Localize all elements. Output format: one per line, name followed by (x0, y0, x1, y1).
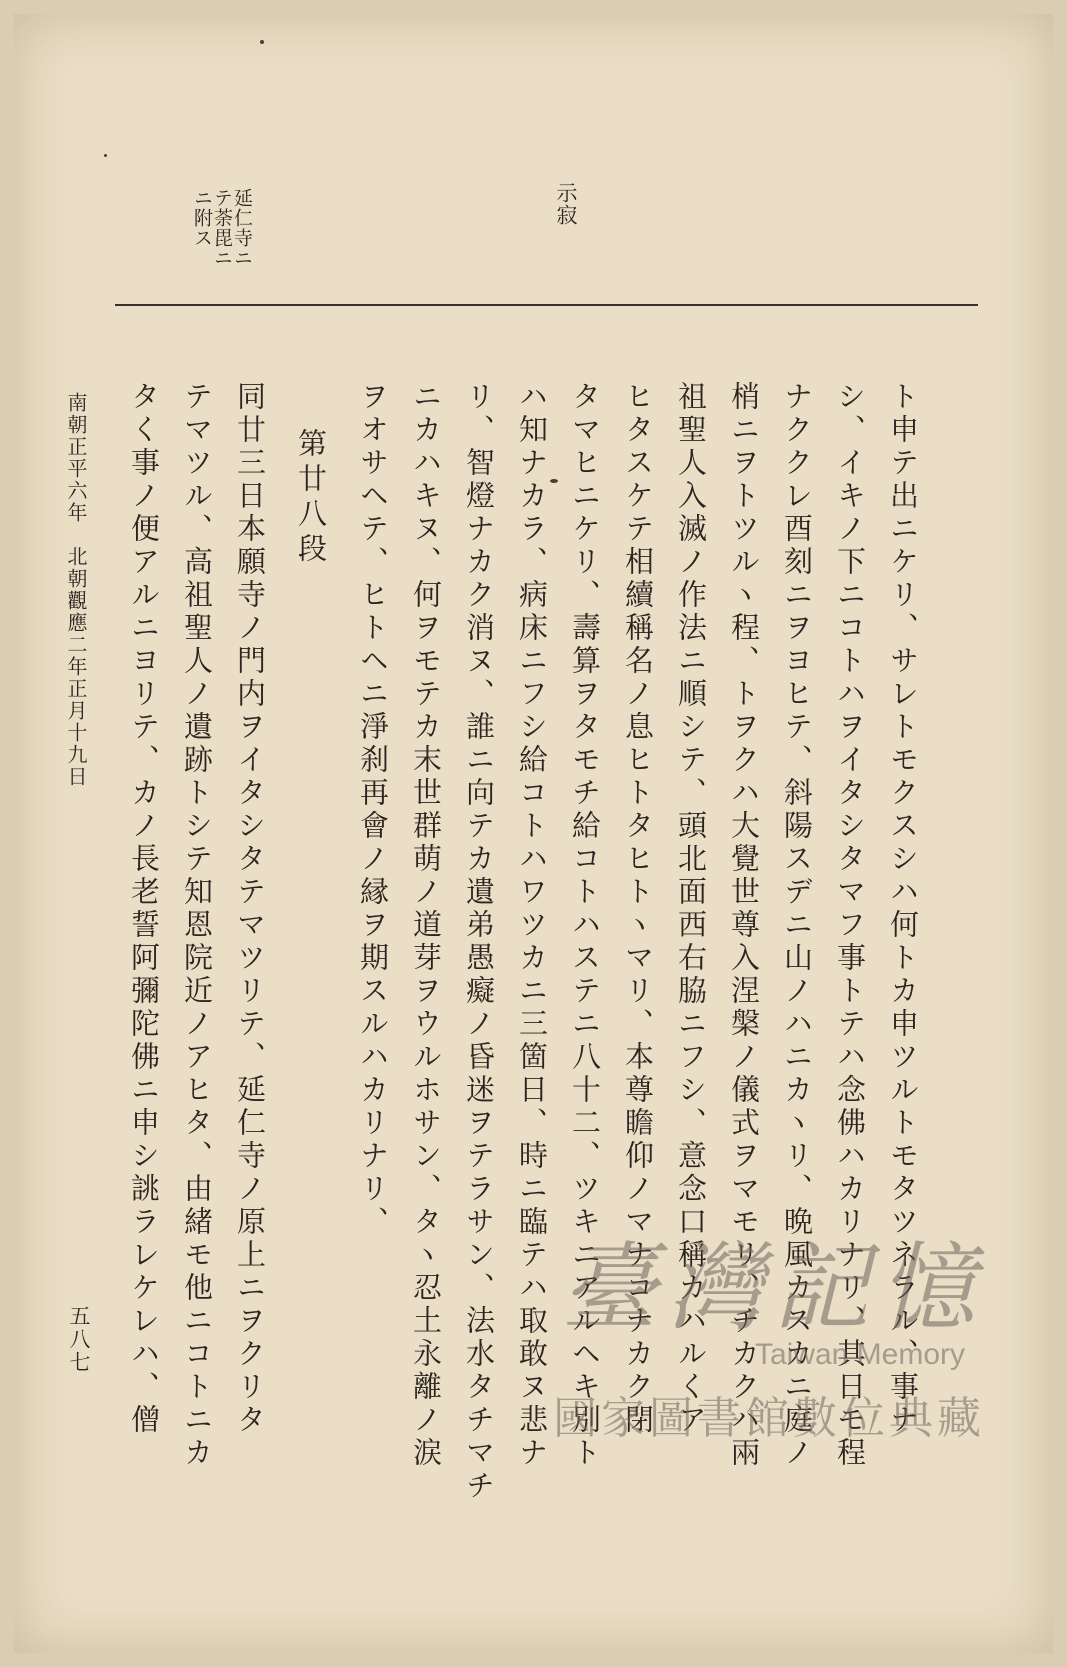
watermark-english: Taiwan Memory (754, 1338, 965, 1371)
text-column-10: ニカハキヌ、何ヲモテカ末世群萌ノ道芽ヲウルホサン、タヽ忍土永離ノ涙 (409, 381, 443, 1470)
horizontal-rule (115, 304, 978, 306)
text-column-2: シ、イキノ下ニコトハヲイタシタマフ事トテハ念佛ハカリナリ、其日モ程 (833, 381, 867, 1470)
text-column-4: 梢ニヲトツルヽ程、トヲクハ大覺世尊入涅槃ノ儀式ヲマモリ、チカクハ兩 (727, 381, 761, 1470)
era-date-line: 南朝正平六年 北朝觀應二年正月十九日 (64, 392, 88, 788)
margin-note-enninji-line2: テ荼毘ニ (211, 188, 233, 268)
watermark (445, 1232, 985, 1510)
margin-note-enninji-line1: 延仁寺ニ (231, 188, 253, 268)
text-column-13: テマツル、高祖聖人ノ遺跡トシテ知恩院近ノアヒタ、由緒モ他ニコトニカ (180, 381, 214, 1470)
text-column-1: ト申テ出ニケリ、サレトモクスシハ何トカ申ツルトモタツネラル、事ナ (886, 381, 920, 1437)
dust-speck (550, 479, 558, 483)
section-heading: 第廿八段 (294, 428, 328, 568)
page-number: 五八七 (67, 1305, 91, 1374)
text-column-5: 祖聖人入滅ノ作法ニ順シテ、頭北面西右脇ニフシ、意念口稱カハルくア (674, 381, 708, 1437)
margin-note-enninji-line3: ニ附ス (191, 188, 213, 248)
text-column-14: タく事ノ便アルニヨリテ、カノ長老誓阿彌陀佛ニ申シ誂ラレケレハ、僧 (127, 381, 161, 1437)
text-column-7: タマヒニケリ、壽算ヲタモチ給コトハステニ八十二、ツキニアルヘキ別ト (568, 381, 602, 1470)
margin-note-shijaku: 示寂 (554, 182, 578, 226)
dust-speck (104, 154, 107, 157)
dust-speck (260, 40, 264, 44)
text-column-3: ナククレ酉刻ニヲヨヒテ、斜陽スデニ山ノハニカヽリ、晩風カスカニ庭ノ (780, 381, 814, 1470)
text-column-8: ハ知ナカラ、病床ニフシ給コトハワツカニ三箇日、時ニ臨テハ取敢ヌ悲ナ (515, 381, 549, 1470)
text-column-12: 同廿三日本願寺ノ門内ヲイタシタテマツリテ、延仁寺ノ原上ニヲクリタ (233, 381, 267, 1437)
text-column-6: ヒタスケテ相續稱名ノ息ヒトタヒトヽマリ、本尊瞻仰ノマナコナカク閉 (621, 381, 655, 1437)
text-column-9: リ、智燈ナカク消ヌ、誰ニ向テカ遺弟愚癡ノ昏迷ヲテラサン、法水タチマチ (462, 381, 496, 1503)
watermark-main: 臺灣記憶 (561, 1232, 985, 1344)
watermark-sub: 國家圖書館數位典藏 (553, 1393, 985, 1444)
text-column-11: ヲオサヘテ、ヒトヘニ淨刹再會ノ縁ヲ期スルハカリナリ、 (356, 381, 390, 1239)
